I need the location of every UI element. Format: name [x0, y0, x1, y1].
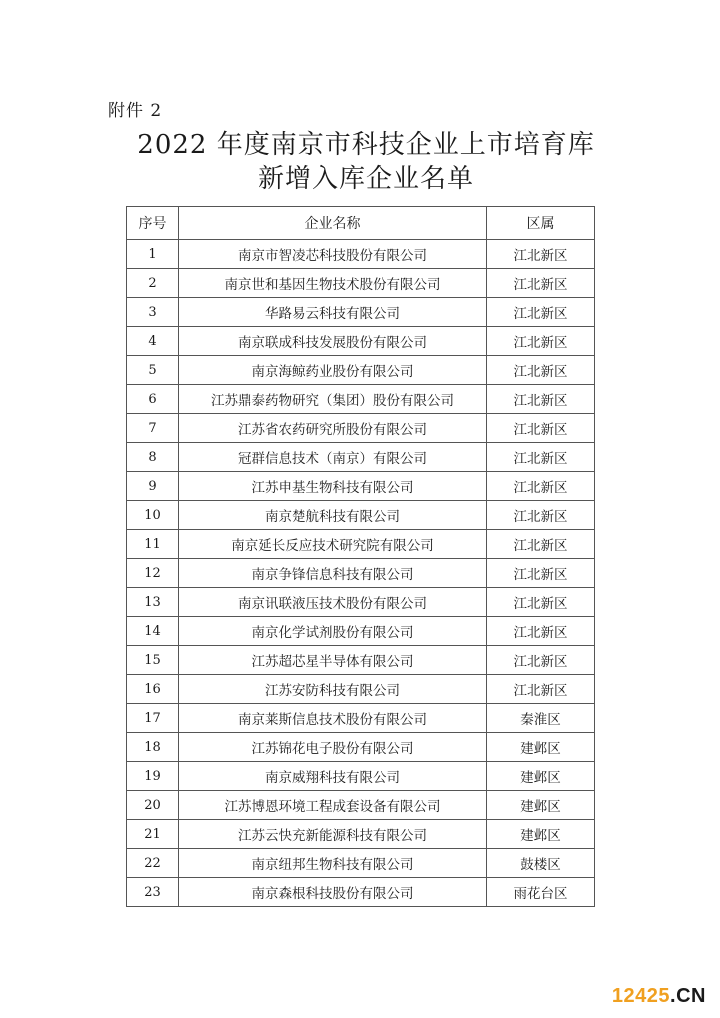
- row-district: 江北新区: [487, 501, 595, 530]
- watermark-suffix: .CN: [670, 985, 706, 1007]
- row-company-name: 江苏申基生物科技有限公司: [179, 472, 487, 501]
- row-district: 江北新区: [487, 240, 595, 269]
- row-number: 22: [127, 849, 179, 878]
- row-company-name: 江苏锦花电子股份有限公司: [179, 733, 487, 762]
- row-number: 4: [127, 327, 179, 356]
- row-company-name: 江苏博恩环境工程成套设备有限公司: [179, 791, 487, 820]
- table-row: [127, 501, 595, 530]
- row-district: 建邺区: [487, 791, 595, 820]
- table-row: [127, 472, 595, 501]
- document-title: 2022 年度南京市科技企业上市培育库: [137, 130, 595, 160]
- row-company-name: 南京讯联液压技术股份有限公司: [179, 588, 487, 617]
- row-company-name: 江苏鼎泰药物研究（集团）股份有限公司: [179, 385, 487, 414]
- row-district: 江北新区: [487, 588, 595, 617]
- row-district: 建邺区: [487, 820, 595, 849]
- row-company-name: 南京威翔科技有限公司: [179, 762, 487, 791]
- row-district: 江北新区: [487, 269, 595, 298]
- row-company-name: 江苏省农药研究所股份有限公司: [179, 414, 487, 443]
- row-district: 秦淮区: [487, 704, 595, 733]
- row-company-name: 江苏安防科技有限公司: [179, 675, 487, 704]
- row-district: 雨花台区: [487, 878, 595, 907]
- row-company-name: 南京世和基因生物技术股份有限公司: [179, 269, 487, 298]
- row-number: 7: [127, 414, 179, 443]
- row-company-name: 南京楚航科技有限公司: [179, 501, 487, 530]
- table-row: [127, 820, 595, 849]
- row-district: 江北新区: [487, 675, 595, 704]
- row-company-name: 南京联成科技发展股份有限公司: [179, 327, 487, 356]
- table-row: [127, 762, 595, 791]
- row-company-name: 南京化学试剂股份有限公司: [179, 617, 487, 646]
- row-number: 23: [127, 878, 179, 907]
- row-company-name: 南京争锋信息科技有限公司: [179, 559, 487, 588]
- row-district: 江北新区: [487, 414, 595, 443]
- table-header-row: [127, 207, 595, 240]
- row-district: 江北新区: [487, 298, 595, 327]
- row-number: 2: [127, 269, 179, 298]
- table-row: [127, 269, 595, 298]
- table-row: [127, 385, 595, 414]
- table-row: [127, 327, 595, 356]
- table-row: [127, 704, 595, 733]
- row-number: 14: [127, 617, 179, 646]
- row-number: 9: [127, 472, 179, 501]
- table-row: [127, 878, 595, 907]
- row-number: 20: [127, 791, 179, 820]
- row-district: 建邺区: [487, 733, 595, 762]
- row-number: 6: [127, 385, 179, 414]
- table-row: [127, 298, 595, 327]
- row-number: 8: [127, 443, 179, 472]
- table-row: [127, 675, 595, 704]
- row-district: 江北新区: [487, 530, 595, 559]
- table-row: [127, 559, 595, 588]
- row-company-name: 江苏云快充新能源科技有限公司: [179, 820, 487, 849]
- table-row: [127, 733, 595, 762]
- table-row: [127, 356, 595, 385]
- row-number: 11: [127, 530, 179, 559]
- header-number: 序号: [127, 207, 179, 240]
- row-number: 1: [127, 240, 179, 269]
- attachment-label: 附件 2: [108, 101, 163, 121]
- row-district: 江北新区: [487, 385, 595, 414]
- row-company-name: 冠群信息技术（南京）有限公司: [179, 443, 487, 472]
- table-row: [127, 617, 595, 646]
- table-row: [127, 849, 595, 878]
- row-company-name: 南京森根科技股份有限公司: [179, 878, 487, 907]
- table-row: [127, 588, 595, 617]
- row-company-name: 南京延长反应技术研究院有限公司: [179, 530, 487, 559]
- row-company-name: 南京海鲸药业股份有限公司: [179, 356, 487, 385]
- row-district: 建邺区: [487, 762, 595, 791]
- company-list-table: [126, 206, 595, 907]
- row-number: 21: [127, 820, 179, 849]
- table-row: [127, 530, 595, 559]
- watermark-number: 12425: [611, 985, 671, 1007]
- row-number: 10: [127, 501, 179, 530]
- table-row: [127, 240, 595, 269]
- row-number: 17: [127, 704, 179, 733]
- document-subtitle: 新增入库企业名单: [257, 164, 474, 194]
- row-number: 16: [127, 675, 179, 704]
- row-company-name: 南京市智凌芯科技股份有限公司: [179, 240, 487, 269]
- table-row: [127, 414, 595, 443]
- row-district: 江北新区: [487, 356, 595, 385]
- row-number: 15: [127, 646, 179, 675]
- header-district: 区属: [487, 207, 595, 240]
- row-district: 江北新区: [487, 646, 595, 675]
- row-district: 江北新区: [487, 472, 595, 501]
- row-number: 13: [127, 588, 179, 617]
- row-company-name: 江苏超芯星半导体有限公司: [179, 646, 487, 675]
- row-district: 江北新区: [487, 559, 595, 588]
- row-district: 江北新区: [487, 327, 595, 356]
- row-number: 12: [127, 559, 179, 588]
- table-row: [127, 443, 595, 472]
- row-number: 18: [127, 733, 179, 762]
- row-company-name: 南京莱斯信息技术股份有限公司: [179, 704, 487, 733]
- row-district: 江北新区: [487, 443, 595, 472]
- site-watermark: [612, 985, 706, 1008]
- table-row: [127, 646, 595, 675]
- row-district: 江北新区: [487, 617, 595, 646]
- header-company-name: 企业名称: [179, 207, 487, 240]
- row-company-name: 南京纽邦生物科技有限公司: [179, 849, 487, 878]
- row-number: 19: [127, 762, 179, 791]
- table-row: [127, 791, 595, 820]
- row-number: 5: [127, 356, 179, 385]
- row-company-name: 华路易云科技有限公司: [179, 298, 487, 327]
- row-number: 3: [127, 298, 179, 327]
- row-district: 鼓楼区: [487, 849, 595, 878]
